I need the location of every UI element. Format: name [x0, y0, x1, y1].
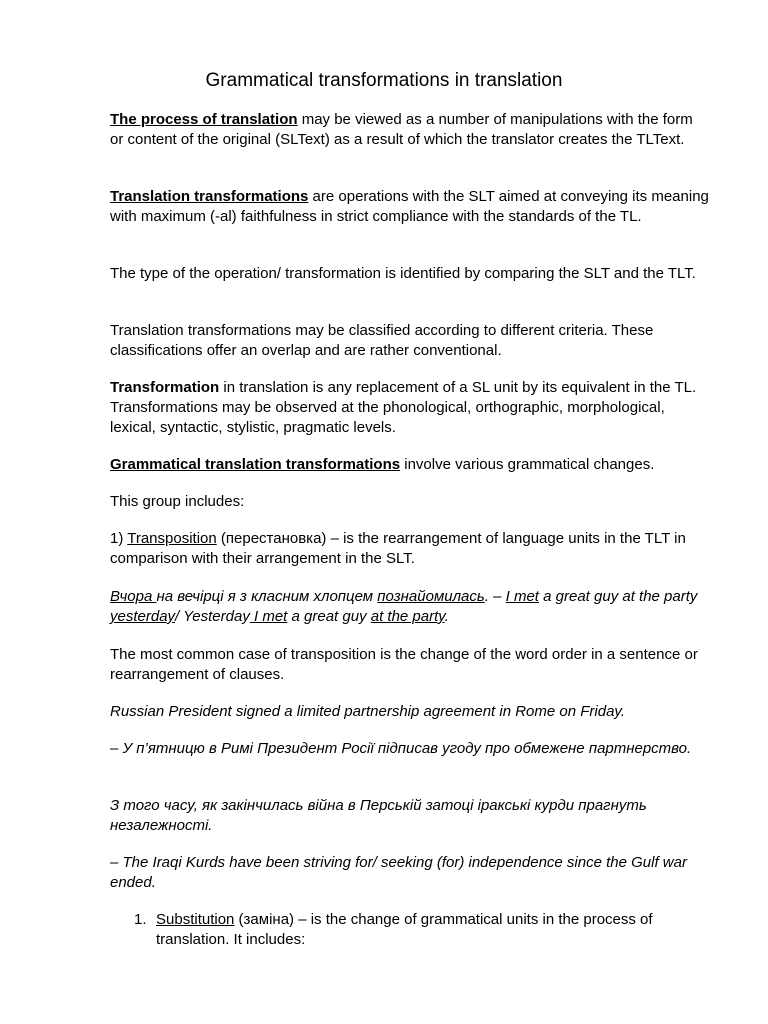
example-segment: . [444, 608, 449, 625]
paragraph-text: may be viewed as a number of manipulations with the form or content of the original (SLText) as a result of which the translator creates the TLText. [110, 111, 693, 148]
example-segment: познайомилась [377, 588, 485, 605]
paragraph-process-of-translation [110, 110, 710, 150]
paragraph-text: in translation is any replacement of a SL unit by its equivalent in the TL. Transformations may be observed at the phonological, orthographic, morphological, lexical, syntactic, stylistic, pragmatic levels. [110, 379, 697, 436]
example-segment: a great guy at the party [538, 588, 698, 605]
term-translation-transformations: Translation transformations [110, 188, 309, 205]
paragraph-group-includes: This group includes: [110, 493, 245, 510]
paragraph-text: are operations with the SLT aimed at conveying its meaning with maximum (-al) faithfulness in strict compliance with the standards of the TL. [110, 188, 709, 225]
document-title: Grammatical transformations in translation [205, 70, 563, 91]
example-transposition [110, 587, 710, 627]
term-transformation: Transformation [110, 379, 220, 396]
example-segment: / Yesterday [175, 608, 250, 625]
paragraph-transposition [110, 529, 710, 569]
example-segment: a great guy [287, 608, 371, 625]
example-ukrainian-translation: – У п’ятницю в Римі Президент Росії підписав угоду про обмежене партнерство. [110, 740, 692, 757]
term-transposition: Transposition [127, 530, 217, 547]
paragraph-translation-transformations [110, 187, 710, 227]
term-process-of-translation: The process of translation [110, 111, 298, 128]
term-grammatical-translation-transformations: Grammatical translation transformations [110, 456, 401, 473]
example-segment: . – [484, 588, 506, 605]
example-segment: I met [505, 588, 539, 605]
example-russian-president: Russian President signed a limited partnership agreement in Rome on Friday. [110, 703, 625, 720]
paragraph-text: involve various grammatical changes. [400, 456, 655, 473]
example-iraqi-kurds: – The Iraqi Kurds have been striving for/ seeking (for) independence since the Gulf war ended. [110, 854, 687, 891]
list-number: 1. [134, 911, 147, 928]
example-segment: at the party [370, 608, 445, 625]
paragraph-text: (перестановка) – is the rearrangement of language units in the TLT in comparison with their arrangement in the SLT. [110, 530, 686, 567]
paragraph-classification: Translation transformations may be classified according to different criteria. These classifications offer an overlap and are rather conventional. [110, 322, 654, 359]
list-prefix: 1) [110, 530, 128, 547]
paragraph-grammatical-transformations [110, 455, 710, 475]
list-item-substitution [134, 910, 714, 950]
example-segment: I met [249, 608, 288, 625]
paragraph-operation-type: The type of the operation/ transformation is identified by comparing the SLT and the TLT. [110, 265, 696, 282]
list-item-text [156, 910, 714, 950]
example-segment: на вечірці я з класним хлопцем [156, 588, 378, 605]
paragraph-text: (заміна) – is the change of grammatical units in the process of translation. It includes: [156, 911, 653, 948]
paragraph-word-order: The most common case of transposition is the change of the word order in a sentence or rearrangement of clauses. [110, 646, 698, 683]
term-substitution: Substitution [156, 911, 235, 928]
paragraph-transformation-definition [110, 378, 710, 438]
example-segment: Вчора [110, 588, 157, 605]
example-segment: yesterday [110, 608, 176, 625]
example-ukrainian-kurds: З того часу, як закінчилась війна в Перській затоці іракські курди прагнуть незалежності. [110, 797, 647, 834]
